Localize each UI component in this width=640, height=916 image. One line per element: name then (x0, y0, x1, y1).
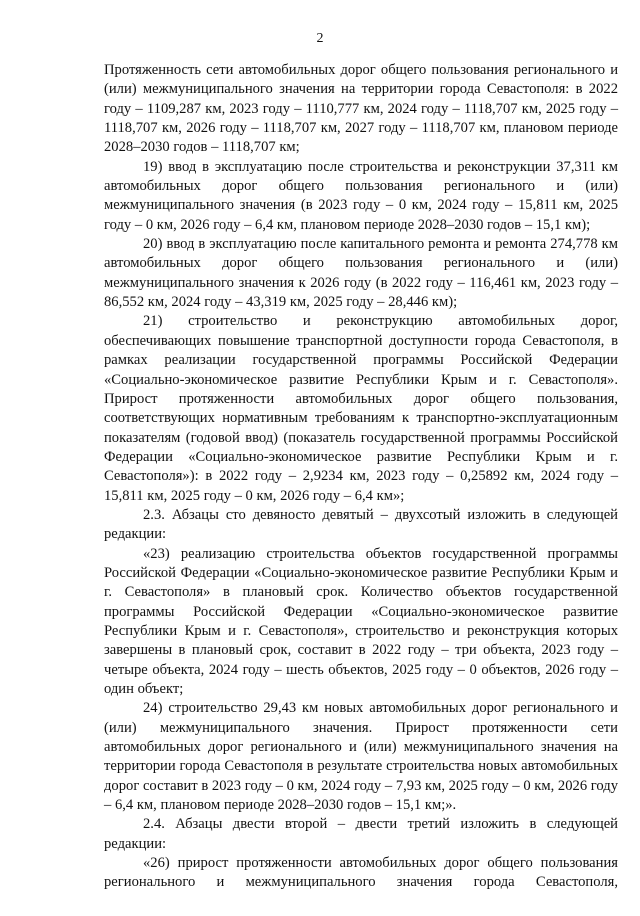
paragraph-item-21: 21) строительство и реконструкцию автомобильных дорог, обеспечивающих повышение транспортной доступности города Севастополя, в рамках реализации государственной программы Российской Федерации «Социально-экономическое развитие Республики Крым и г. Севастополя». Прирост протяженности автомобильных дорог общего пользования, соответствующих нормативным требованиям к транспортно-эксплуатационным показателям (годовой ввод) (показатель государственной программы Российской Федерации «Социально-экономическое развитие Республики Крым и г. Севастополя»): в 2022 году – 2,9234 км, 2023 году – 0,25892 км, 2024 году – 15,811 км, 2025 году – 0 км, 2026 году – 6,4 км»; (104, 313, 618, 504)
paragraph-item-23: «23) реализацию строительства объектов государственной программы Российской Федерации «Социально-экономическое развитие Республики Крым и г. Севастополя» в плановый срок. Количество объектов государственной программы Российской Федерации «Социально-экономическое развитие Республики Крым и г. Севастополя», строительство и реконструкция которых завершены в плановый срок, составит в 2022 году – три объекта, 2023 году – четыре объекта, 2024 году – шесть объектов, 2025 году – 0 объектов, 2026 году – один объект; (104, 545, 618, 697)
paragraph-item-19: 19) ввод в эксплуатацию после строительства и реконструкции 37,311 км автомобильных дорог общего пользования регионального и (или) межмуниципального значения (в 2023 году – 0 км, 2024 году – 15,811 км, 2025 году – 0 км, 2026 году – 6,4 км, плановом периоде 2028–2030 годов – 15,1 км); (104, 158, 618, 233)
paragraph-item-24: 24) строительство 29,43 км новых автомобильных дорог регионального и (или) межмуниципального значения. Прирост протяженности сети автомобильных дорог регионального и (или) межмуниципального значения на территории города Севастополя в результате строительства новых автомобильных дорог составит в 2023 году – 0 км, 2024 году – 7,93 км, 2025 году – 0 км, 2026 году – 6,4 км, плановом периоде 2028–2030 годов – 15,1 км;». (104, 700, 618, 814)
paragraph-network-length: Протяженность сети автомобильных дорог общего пользования регионального и (или) межмуниципального значения на территории города Севастополя: в 2022 году – 1109,287 км, 2023 году – 1110,777 км, 2024 году – 1118,707 км, 2025 году – 1118,707 км, 2026 году – 1118,707 км, 2027 году – 1118,707 км, плановом периоде 2028–2030 годов – 1118,707 км; (104, 62, 618, 156)
paragraph-section-2-3: 2.3. Абзацы сто девяносто девятый – двухсотый изложить в следующей редакции: (104, 506, 618, 543)
paragraph-section-2-4: 2.4. Абзацы двести второй – двести третий изложить в следующей редакции: (104, 816, 618, 852)
document-body (104, 61, 618, 893)
page-number: 2 (316, 31, 324, 46)
paragraph-item-26: «26) прирост протяженности автомобильных дорог общего пользования регионального и межмуниципального значения города Севастополя, (104, 855, 618, 891)
paragraph-item-20: 20) ввод в эксплуатацию после капитального ремонта и ремонта 274,778 км автомобильных дорог общего пользования регионального и (или) межмуниципального значения к 2026 году (в 2022 году – 116,461 км, 2023 году – 86,552 км, 2024 году – 43,319 км, 2025 году – 28,446 км); (104, 236, 618, 311)
